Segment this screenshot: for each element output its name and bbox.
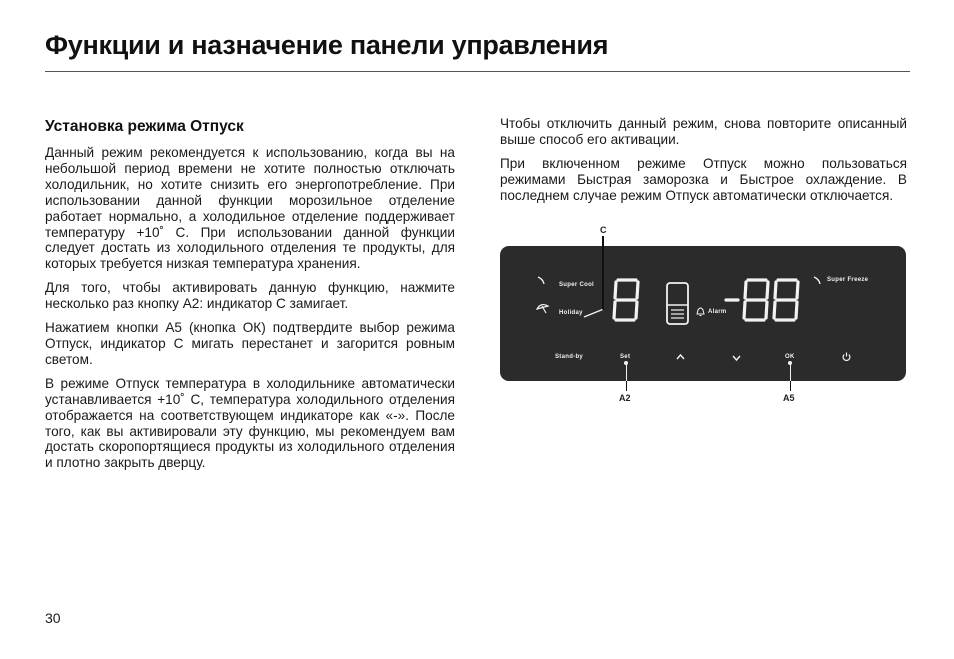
standby-button[interactable]: Stand-by [555, 354, 584, 360]
freezer-temperature-display [722, 277, 802, 323]
alarm-bell-icon [696, 306, 705, 316]
power-icon[interactable] [842, 352, 851, 361]
callout-c-label: C [600, 225, 607, 235]
super-cool-label: Super Cool [559, 282, 595, 288]
callout-a2-label: A2 [619, 393, 631, 403]
paragraph: При включенном режиме Отпуск можно пользоваться режимами Быстрая заморозка и Быстрое охлаждение. В последнем случае режим Отпуск автоматически отключается. [500, 155, 907, 203]
title-divider [45, 71, 910, 72]
up-arrow-icon[interactable] [676, 354, 685, 360]
callout-c-leader-tail [582, 309, 604, 319]
door-icon [666, 282, 690, 326]
super-freeze-icon [812, 276, 822, 286]
ok-button[interactable]: OK [785, 354, 795, 360]
page-title: Функции и назначение панели управления [45, 30, 609, 60]
super-cool-icon [536, 276, 546, 286]
left-column [45, 118, 455, 479]
set-button[interactable]: Set [620, 354, 631, 360]
callout-c-leader [602, 236, 604, 310]
holiday-umbrella-icon [536, 302, 550, 314]
paragraph: Чтобы отключить данный режим, снова повторите описанный выше способ его активации. [500, 116, 907, 147]
paragraph: Нажатием кнопки А5 (кнопка ОК) подтвердите выбор режима Отпуск, индикатор С мигать перестанет и загорится ровным светом. [45, 320, 455, 367]
alarm-label: Alarm [708, 309, 727, 315]
callout-a5-label: A5 [783, 393, 795, 403]
paragraph: Для того, чтобы активировать данную функцию, нажмите несколько раз кнопку А2: индикатор С замигает. [45, 280, 455, 312]
control-panel [500, 246, 906, 381]
right-column [500, 116, 907, 212]
callout-a5-leader [790, 381, 792, 391]
super-freeze-label: Super Freeze [827, 277, 869, 283]
page-number: 30 [45, 610, 61, 626]
down-arrow-icon[interactable] [732, 355, 741, 361]
control-panel-figure [500, 225, 910, 410]
paragraph: В режиме Отпуск температура в холодильнике автоматически устанавливается +10˚ С, температура холодильного отделения отображается на соответствующем индикаторе как «-». После того, как вы активировали эту функцию, мы рекомендуем вам достать скоропортящиеся продукты из холодильного отделения и плотно закрыть дверцу. [45, 375, 455, 471]
fridge-temperature-display [612, 277, 642, 323]
section-heading: Установка режима Отпуск [45, 118, 244, 135]
callout-a2-leader [626, 381, 628, 391]
paragraph: Данный режим рекомендуется к использованию, когда вы на небольшой период времени не хотите полностью отключать холодильник, но хотите снизить его энергопотребление. При использовании данной функции морозильное отделение работает нормально, а холодильное отделение поддерживает температуру +10˚ С. При использовании данной функции следует достать из холодильного отделения те продукты, для которых требуется низкая температура хранения. [45, 145, 455, 272]
holiday-label: Holiday [559, 310, 583, 316]
